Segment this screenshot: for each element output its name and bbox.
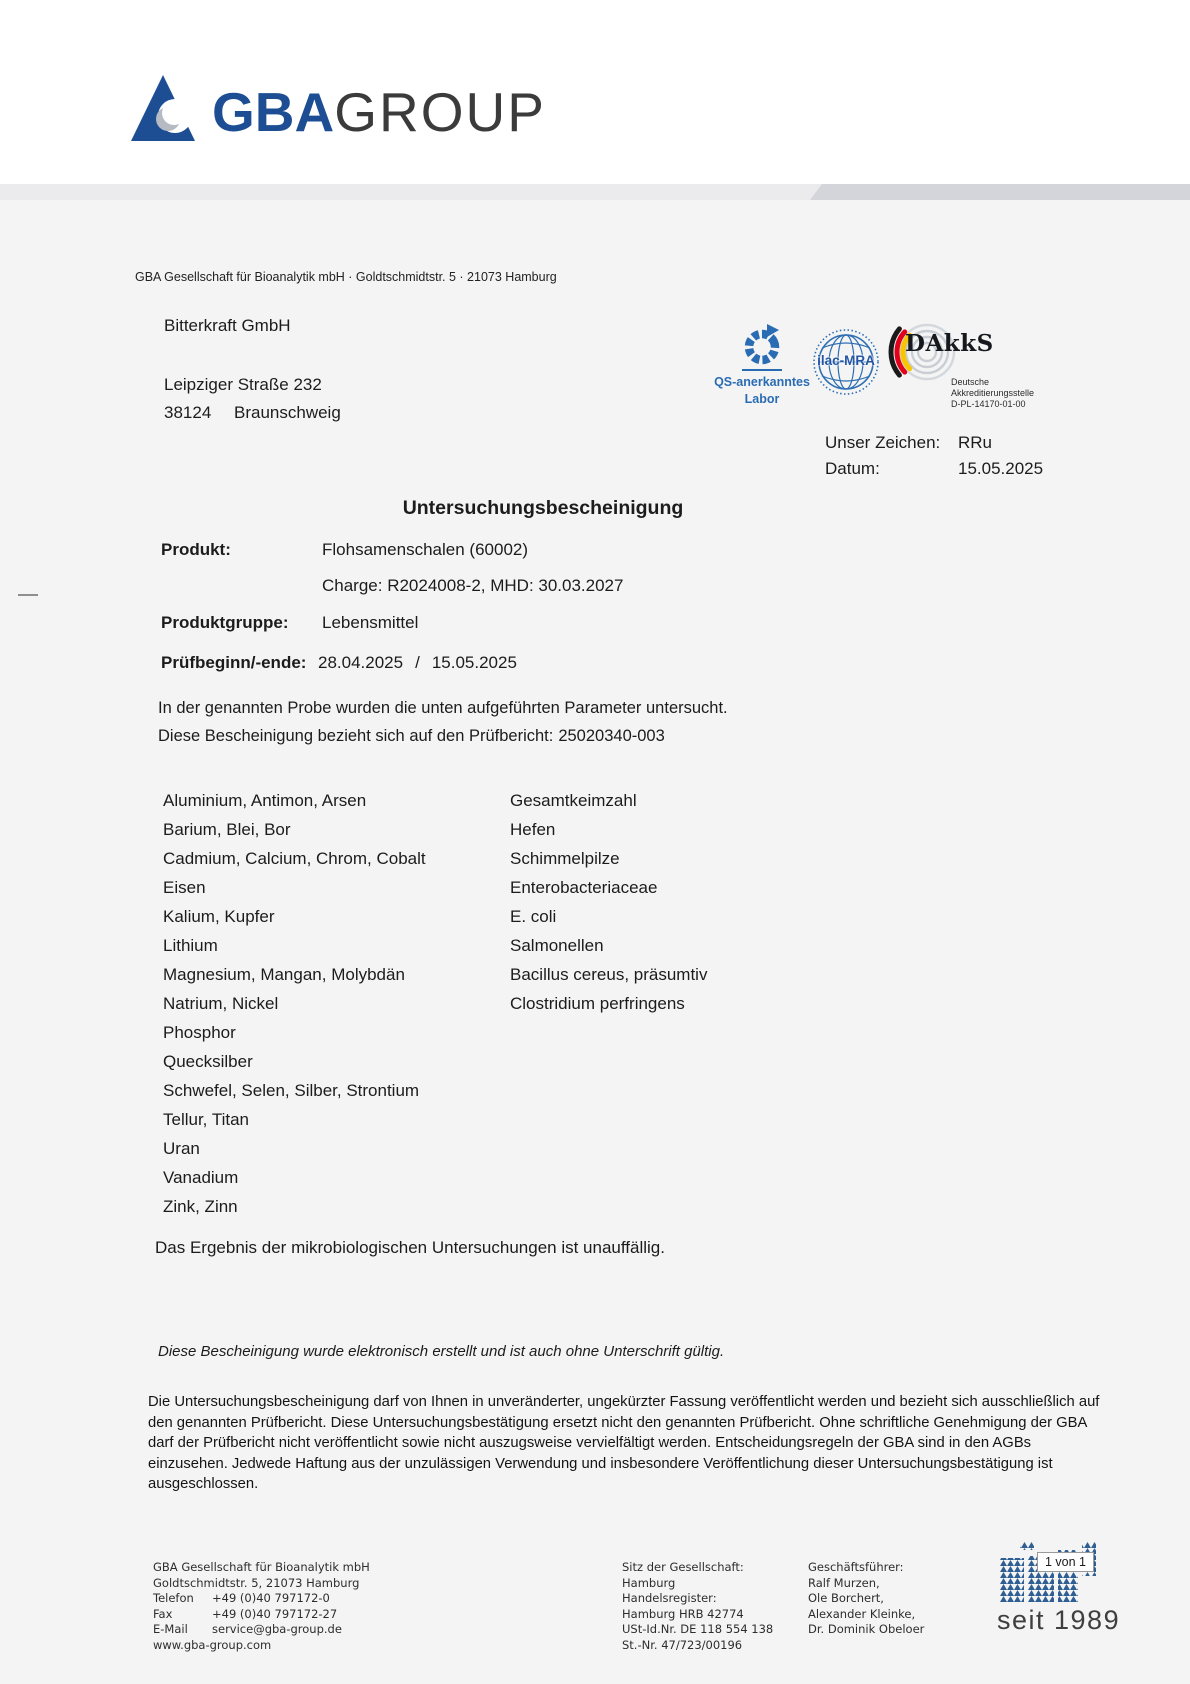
footer-registry-line: St.-Nr. 47/723/00196: [622, 1637, 743, 1652]
recipient-street: Leipziger Straße 232: [164, 375, 322, 394]
chemical-parameter-item: Uran: [163, 1139, 200, 1158]
gba-logo-icon: [130, 74, 196, 147]
chemical-parameter-item: Kalium, Kupfer: [163, 907, 275, 926]
fax-value: +49 (0)40 797172-27: [212, 1606, 338, 1621]
chemical-parameter-item: Eisen: [163, 878, 206, 897]
microbiological-parameter-item: Schimmelpilze: [510, 849, 620, 868]
microbiological-parameters-list: [510, 786, 810, 1018]
test-period-label: Prüfbeginn/-ende:: [161, 653, 307, 672]
since-1989-label: seit 1989: [997, 1605, 1121, 1635]
report-reference-label: Diese Bescheinigung bezieht sich auf den Prüfbericht:: [158, 727, 554, 745]
chemical-parameter-item: Cadmium, Calcium, Chrom, Cobalt: [163, 849, 426, 868]
chemical-parameter-item: Natrium, Nickel: [163, 994, 279, 1013]
qs-labor-icon: [739, 323, 785, 374]
chemical-parameter-item: Vanadium: [163, 1168, 239, 1187]
brand-gba: GBA: [212, 81, 335, 143]
footer-management-line: Geschäftsführer:: [808, 1560, 904, 1574]
footer-company-address: Goldtschmidtstr. 5, 21073 Hamburg: [153, 1575, 360, 1590]
test-start-date: 28.04.2025: [318, 653, 404, 672]
chemical-parameter-item: Schwefel, Selen, Silber, Strontium: [163, 1081, 420, 1100]
dakks-subtext: [951, 377, 1034, 410]
microbiological-parameter-item: Gesamtkeimzahl: [510, 791, 637, 810]
recipient-zip: 38124: [164, 403, 212, 422]
recipient-name: Bitterkraft GmbH: [164, 316, 291, 335]
chemical-parameter-item: Aluminium, Antimon, Arsen: [163, 791, 367, 810]
qs-divider: [742, 369, 782, 371]
intro-line: In der genannten Probe wurden die unten aufgeführten Parameter untersucht.: [158, 699, 728, 717]
footer-email-row: [153, 1622, 370, 1638]
footer-website: www.gba-group.com: [153, 1637, 272, 1652]
microbiological-parameter-item: Hefen: [510, 820, 556, 839]
dakks-sub-line2: Akkreditierungsstelle: [951, 388, 1035, 398]
product-value: Flohsamenschalen (60002): [322, 540, 529, 559]
phone-value: +49 (0)40 797172-0: [212, 1591, 330, 1606]
brand-group: GROUP: [334, 81, 546, 143]
footer-management-line: Ole Borchert,: [808, 1591, 884, 1606]
reference-label: Unser Zeichen:: [825, 433, 941, 452]
header-band-accent: [810, 184, 1190, 200]
footer-management-line: Ralf Murzen,: [808, 1575, 880, 1590]
product-group-label: Produktgruppe:: [161, 613, 289, 632]
microbiological-parameter-item: E. coli: [510, 907, 557, 926]
chemical-parameter-item: Quecksilber: [163, 1052, 253, 1071]
chemical-parameter-item: Phosphor: [163, 1023, 236, 1042]
dakks-accreditation-number: D-PL-14170-01-00: [951, 399, 1026, 409]
chemical-parameter-item: Zink, Zinn: [163, 1197, 238, 1216]
report-number: 25020340-003: [558, 727, 665, 745]
dakks-sub-line1: Deutsche: [951, 377, 990, 387]
result-statement: Das Ergebnis der mikrobiologischen Untersuchungen ist unauffällig.: [155, 1238, 665, 1257]
product-label: Produkt:: [161, 540, 231, 559]
footer-management-line: Alexander Kleinke,: [808, 1606, 916, 1621]
date-label: Datum:: [825, 459, 880, 478]
fax-label: Fax: [153, 1606, 173, 1621]
test-period-value: [318, 653, 517, 673]
footer-registry-line: Hamburg: [622, 1575, 676, 1590]
sender-address-line: GBA Gesellschaft für Bioanalytik mbH · Goldtschmidtstr. 5 · 21073 Hamburg: [135, 270, 557, 284]
footer-registry-line: Handelsregister:: [622, 1591, 717, 1606]
microbiological-parameter-item: Salmonellen: [510, 936, 604, 955]
microbiological-parameter-item: Enterobacteriaceae: [510, 878, 658, 897]
document-title: Untersuchungsbescheinigung: [402, 497, 684, 519]
dakks-wordmark: DAkkS: [905, 330, 994, 357]
qs-label-line2: Labor: [744, 392, 780, 406]
chemical-parameter-item: Lithium: [163, 936, 218, 955]
report-reference-line: [158, 727, 665, 746]
date-value: 15.05.2025: [958, 459, 1044, 478]
recipient-city-line: [164, 403, 341, 423]
chemical-parameter-item: Barium, Blei, Bor: [163, 820, 291, 839]
chemical-parameters-list: [163, 786, 493, 1221]
email-label: E-Mail: [153, 1622, 188, 1637]
footer-company-name: GBA Gesellschaft für Bioanalytik mbH: [153, 1560, 370, 1574]
recipient-city: Braunschweig: [234, 403, 341, 422]
fold-mark: [18, 594, 38, 596]
footer-fax-row: [153, 1607, 370, 1623]
footer-registry-block: [622, 1560, 773, 1654]
microbiological-parameter-item: Clostridium perfringens: [510, 994, 685, 1013]
chemical-parameter-item: Tellur, Titan: [163, 1110, 249, 1129]
reference-value: RRu: [958, 433, 993, 452]
qs-labor-label: [702, 374, 822, 408]
electronic-validity-note: Diese Bescheinigung wurde elektronisch erstellt und ist auch ohne Unterschrift gültig.: [158, 1343, 725, 1360]
qs-label-line1: QS-anerkanntes: [714, 375, 810, 389]
phone-label: Telefon: [153, 1591, 194, 1606]
footer-company-block: [153, 1560, 370, 1654]
charge-line: Charge: R2024008-2, MHD: 30.03.2027: [322, 576, 624, 595]
footer-registry-line: Sitz der Gesellschaft:: [622, 1560, 744, 1574]
brand-wordmark: [212, 80, 546, 144]
ilac-mra-label: ilac-MRA: [817, 353, 875, 368]
page-number: 1 von 1: [1037, 1552, 1094, 1572]
microbiological-parameter-item: Bacillus cereus, präsumtiv: [510, 965, 708, 984]
email-value: service@gba-group.de: [212, 1622, 342, 1637]
footer-management-block: [808, 1560, 924, 1638]
chemical-parameter-item: Magnesium, Mangan, Molybdän: [163, 965, 405, 984]
product-group-value: Lebensmittel: [322, 613, 419, 632]
footer-registry-line: USt-Id.Nr. DE 118 554 138: [622, 1622, 774, 1637]
footer-management-line: Dr. Dominik Obeloer: [808, 1622, 925, 1637]
footer-phone-row: [153, 1591, 370, 1607]
test-end-date: 15.05.2025: [431, 653, 517, 672]
legal-disclaimer: Die Untersuchungsbescheinigung darf von Ihnen in unveränderter, ungekürzter Fassung veröffentlicht werden und bezieht sich ausschließlich auf den genannten Prüfbericht. Diese Untersuchungsbestätigung ersetzt nicht den genannten Prüfbericht. Ohne schriftliche Genehmigung der GBA darf der Prüfbericht nicht veröffentlicht sowie nicht auszugsweise vervielfältigt werden. Entscheidungsregeln der GBA sind in den AGBs einzusehen. Jedwede Haftung aus der unzulässigen Verwendung und insbesondere Veröffentlichung dieser Untersuchungsbestätigung ist ausgeschlossen.: [148, 1394, 1100, 1492]
footer-registry-line: Hamburg HRB 42774: [622, 1606, 744, 1621]
period-separator: /: [415, 653, 420, 672]
